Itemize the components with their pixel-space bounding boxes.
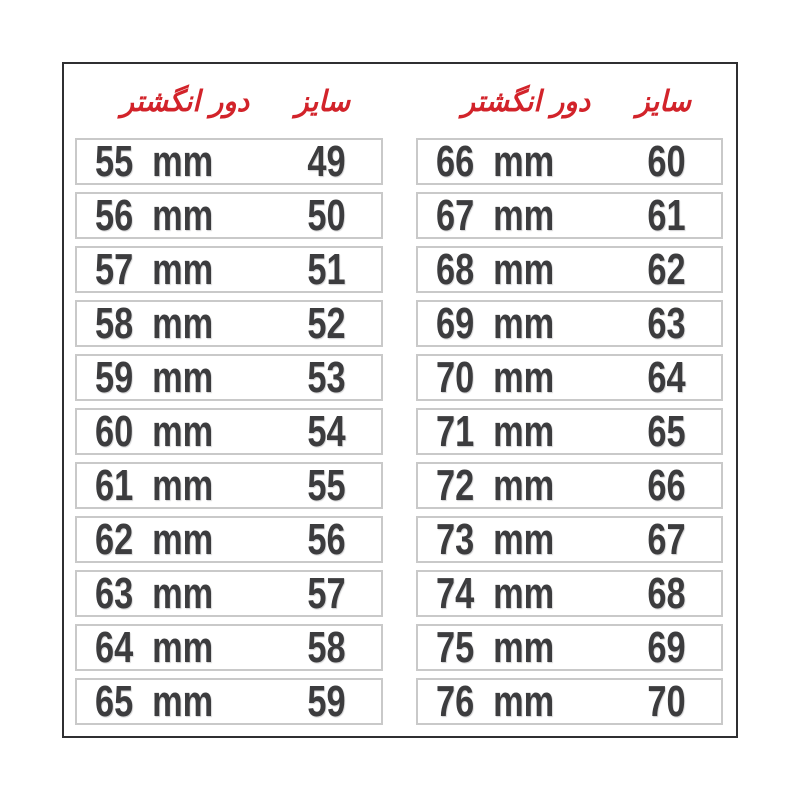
table-row [75,246,383,293]
size-cell: 49 [306,136,346,186]
table-body [416,138,724,725]
circumference-cell: 62 mm [95,514,214,564]
size-cell: 60 [647,136,686,186]
size-cell: 55 [306,460,346,510]
circumference-cell: 61 mm [95,460,214,510]
circumference-cell: 58 mm [95,298,214,348]
circumference-cell: 74 mm [435,568,554,618]
size-cell: 50 [306,190,346,240]
size-cell: 70 [647,676,686,726]
table-row [75,570,383,617]
table-row [75,678,383,725]
circumference-cell: 55 mm [95,136,214,186]
circumference-cell: 71 mm [435,406,554,456]
size-cell: 64 [647,352,686,402]
circumference-cell: 57 mm [95,244,214,294]
size-cell: 57 [306,568,346,618]
table-row [75,624,383,671]
size-cell: 54 [306,406,346,456]
table-row [75,462,383,509]
circumference-cell: 72 mm [435,460,554,510]
circumference-cell: 69 mm [435,298,554,348]
size-table-right [416,64,724,736]
table-row [416,354,724,401]
table-row [75,192,383,239]
circumference-cell: 64 mm [95,622,214,672]
size-cell: 61 [647,190,686,240]
table-row [416,678,724,725]
size-cell: 62 [647,244,686,294]
circumference-cell: 76 mm [435,676,554,726]
table-header-row [416,64,724,138]
size-header-label: سایز [295,84,351,118]
size-table-left [75,64,383,736]
table-row [75,516,383,563]
table-row [416,246,724,293]
size-cell: 53 [306,352,346,402]
circumference-cell: 73 mm [435,514,554,564]
circumference-cell: 60 mm [95,406,214,456]
table-body [75,138,383,725]
table-row [416,408,724,455]
size-cell: 58 [306,622,346,672]
size-cell: 68 [647,568,686,618]
circumference-cell: 75 mm [435,622,554,672]
circumference-cell: 59 mm [95,352,214,402]
table-row [75,300,383,347]
circumference-cell: 70 mm [435,352,554,402]
size-cell: 52 [306,298,346,348]
circumference-cell: 67 mm [435,190,554,240]
table-row [75,138,383,185]
circumference-cell: 68 mm [435,244,554,294]
size-cell: 67 [647,514,686,564]
size-cell: 56 [306,514,346,564]
table-row [75,408,383,455]
circumference-cell: 66 mm [435,136,554,186]
circumference-cell: 63 mm [95,568,214,618]
size-cell: 51 [306,244,346,294]
size-header-label: سایز [636,84,691,118]
ring-size-chart-frame [62,62,738,738]
table-row [416,624,724,671]
size-cell: 69 [647,622,686,672]
table-row [75,354,383,401]
table-row [416,516,724,563]
table-header-row [75,64,383,138]
size-cell: 66 [647,460,686,510]
table-row [416,138,724,185]
circumference-header-label: دور انگشتر [121,84,250,118]
table-row [416,462,724,509]
circumference-header-label: دور انگشتر [461,84,590,118]
size-cell: 65 [647,406,686,456]
circumference-cell: 65 mm [95,676,214,726]
size-cell: 63 [647,298,686,348]
tables-container [64,64,736,736]
table-row [416,192,724,239]
table-row [416,570,724,617]
circumference-cell: 56 mm [95,190,214,240]
table-row [416,300,724,347]
size-cell: 59 [306,676,346,726]
